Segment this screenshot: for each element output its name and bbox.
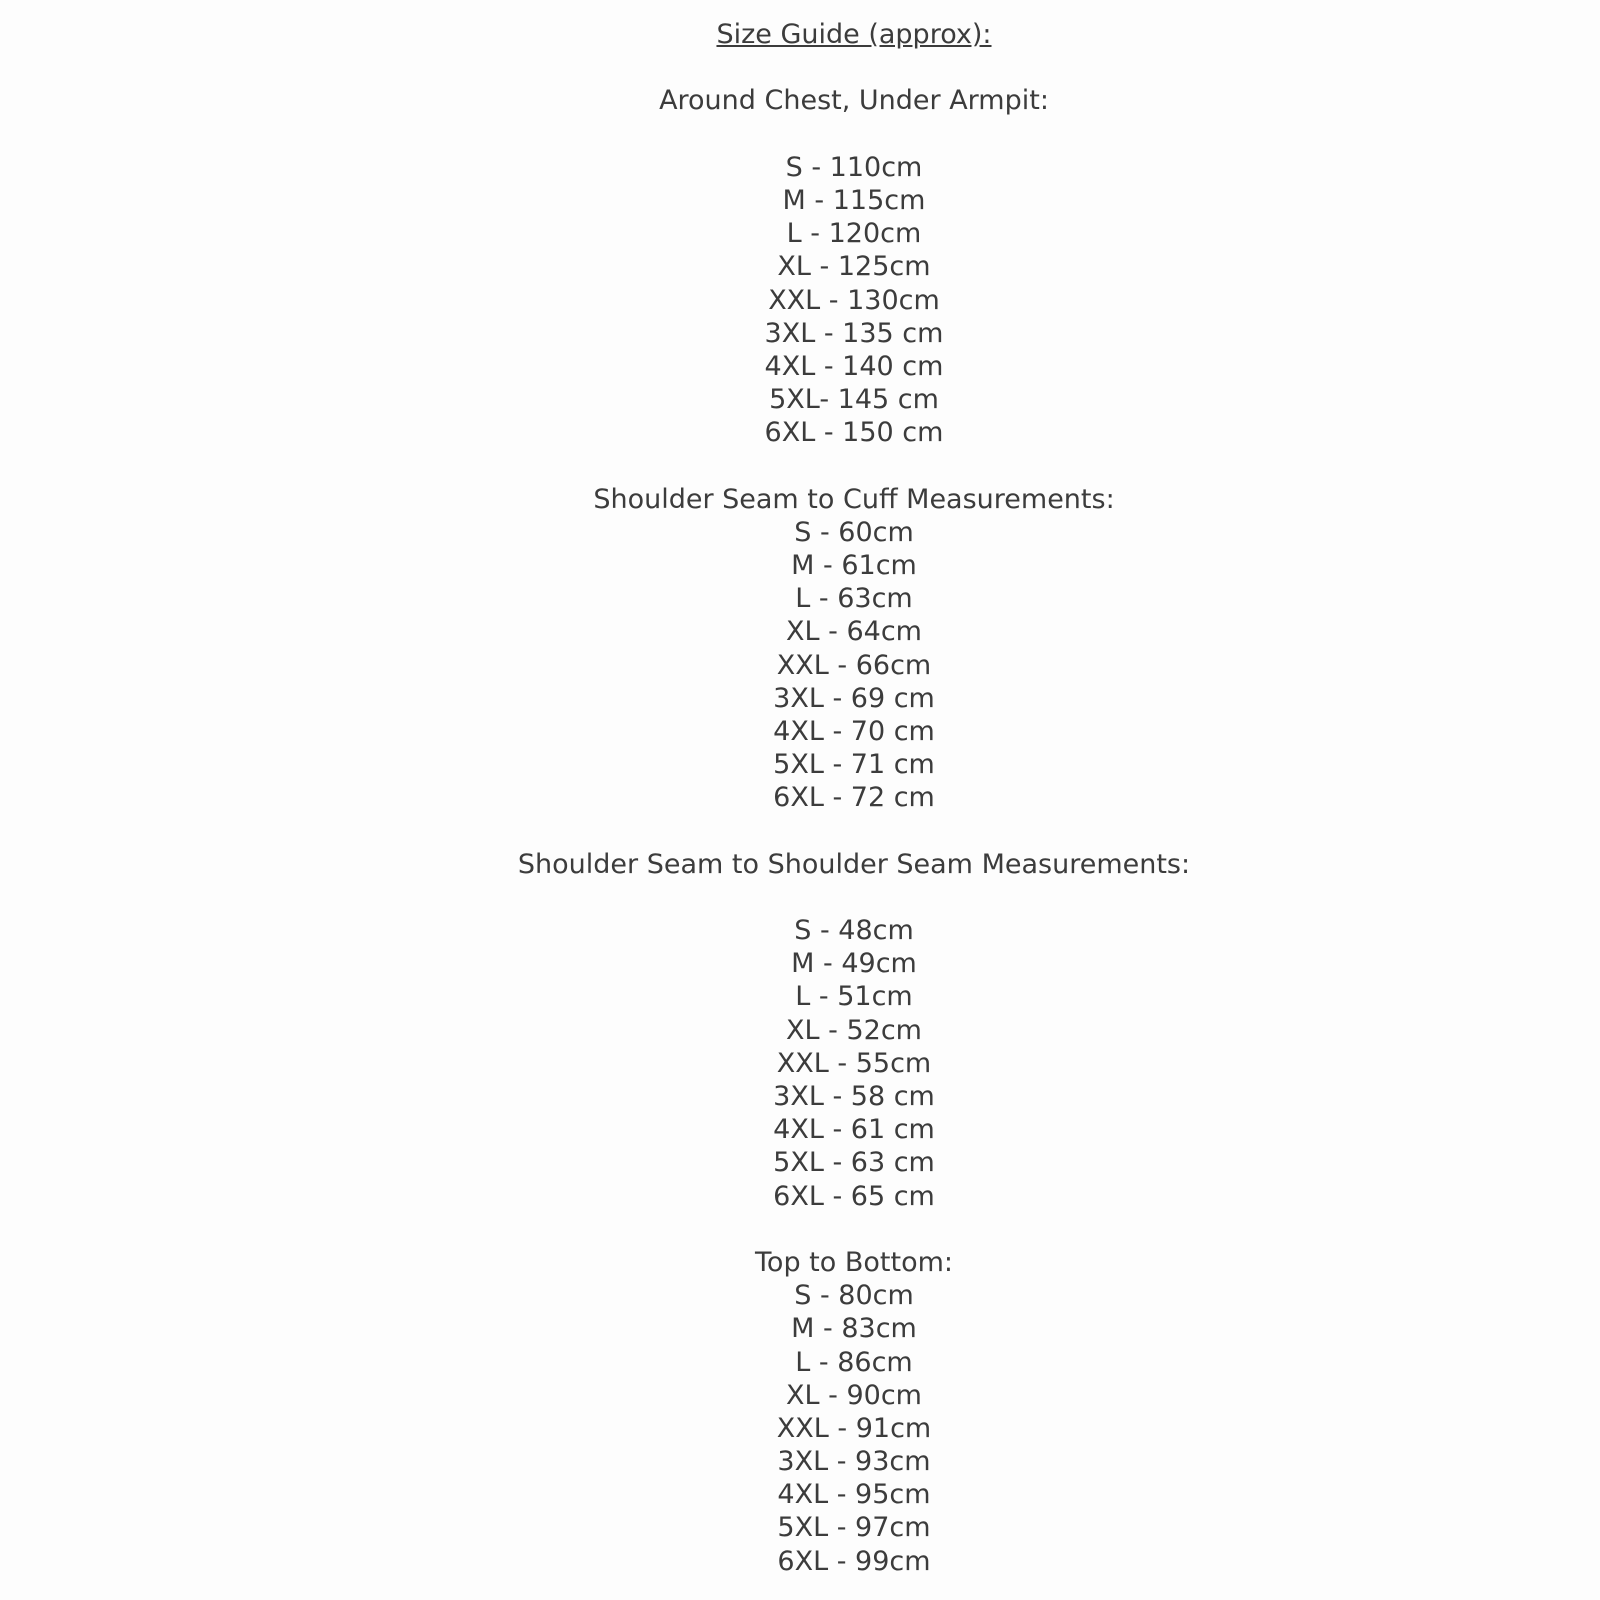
size-row: 5XL - 97cm: [777, 1512, 931, 1544]
section-heading-shoulder: Shoulder Seam to Shoulder Seam Measurements:: [517, 848, 1191, 880]
section-heading-chest: Around Chest, Under Armpit:: [659, 85, 1049, 117]
size-row: 4XL - 140 cm: [764, 350, 944, 382]
section-heading-cuff: Shoulder Seam to Cuff Measurements:: [593, 483, 1115, 515]
size-row: 3XL - 93cm: [777, 1446, 931, 1478]
blank-line: [108, 815, 1600, 848]
size-row: XL - 125cm: [777, 251, 931, 283]
size-row: 4XL - 70 cm: [773, 715, 935, 747]
size-row: L - 86cm: [795, 1346, 913, 1378]
size-row: S - 110cm: [785, 151, 923, 183]
section-heading-length: Top to Bottom:: [755, 1246, 953, 1278]
size-row: XL - 90cm: [786, 1379, 922, 1411]
size-row: 4XL - 61 cm: [773, 1114, 935, 1146]
size-row: M - 83cm: [791, 1313, 917, 1345]
size-row: L - 120cm: [786, 218, 922, 250]
size-row: S - 48cm: [794, 915, 914, 947]
blank-line: [108, 51, 1600, 84]
size-row: 3XL - 135 cm: [764, 317, 944, 349]
size-row: S - 60cm: [794, 516, 914, 548]
size-row: 3XL - 69 cm: [773, 682, 935, 714]
size-row: S - 80cm: [794, 1280, 914, 1312]
size-row: XXL - 130cm: [768, 284, 940, 316]
size-row: L - 51cm: [795, 981, 913, 1013]
size-row: XXL - 66cm: [776, 649, 932, 681]
blank-line: [108, 449, 1600, 482]
size-row: 5XL - 71 cm: [773, 749, 935, 781]
size-row: L - 63cm: [795, 583, 913, 615]
size-row: M - 61cm: [791, 550, 917, 581]
size-row: XL - 52cm: [786, 1014, 922, 1046]
blank-line: [108, 118, 1600, 151]
size-row: 5XL - 63 cm: [773, 1147, 935, 1179]
size-row: XXL - 91cm: [776, 1412, 932, 1444]
size-row: 5XL- 145 cm: [769, 384, 939, 416]
size-row: M - 49cm: [791, 948, 917, 980]
blank-line: [108, 881, 1600, 914]
size-row: 6XL - 99cm: [777, 1545, 931, 1577]
size-row: 6XL - 72 cm: [773, 782, 935, 814]
size-row: M - 115cm: [782, 184, 926, 216]
page-title: Size Guide (approx):: [716, 19, 992, 50]
size-row: 6XL - 150 cm: [764, 417, 944, 449]
size-row: 3XL - 58 cm: [773, 1081, 935, 1112]
size-row: 4XL - 95cm: [777, 1479, 931, 1511]
size-row: XXL - 55cm: [776, 1047, 932, 1079]
size-row: XL - 64cm: [786, 616, 922, 648]
blank-line: [108, 1213, 1600, 1246]
size-row: 6XL - 65 cm: [773, 1180, 935, 1212]
